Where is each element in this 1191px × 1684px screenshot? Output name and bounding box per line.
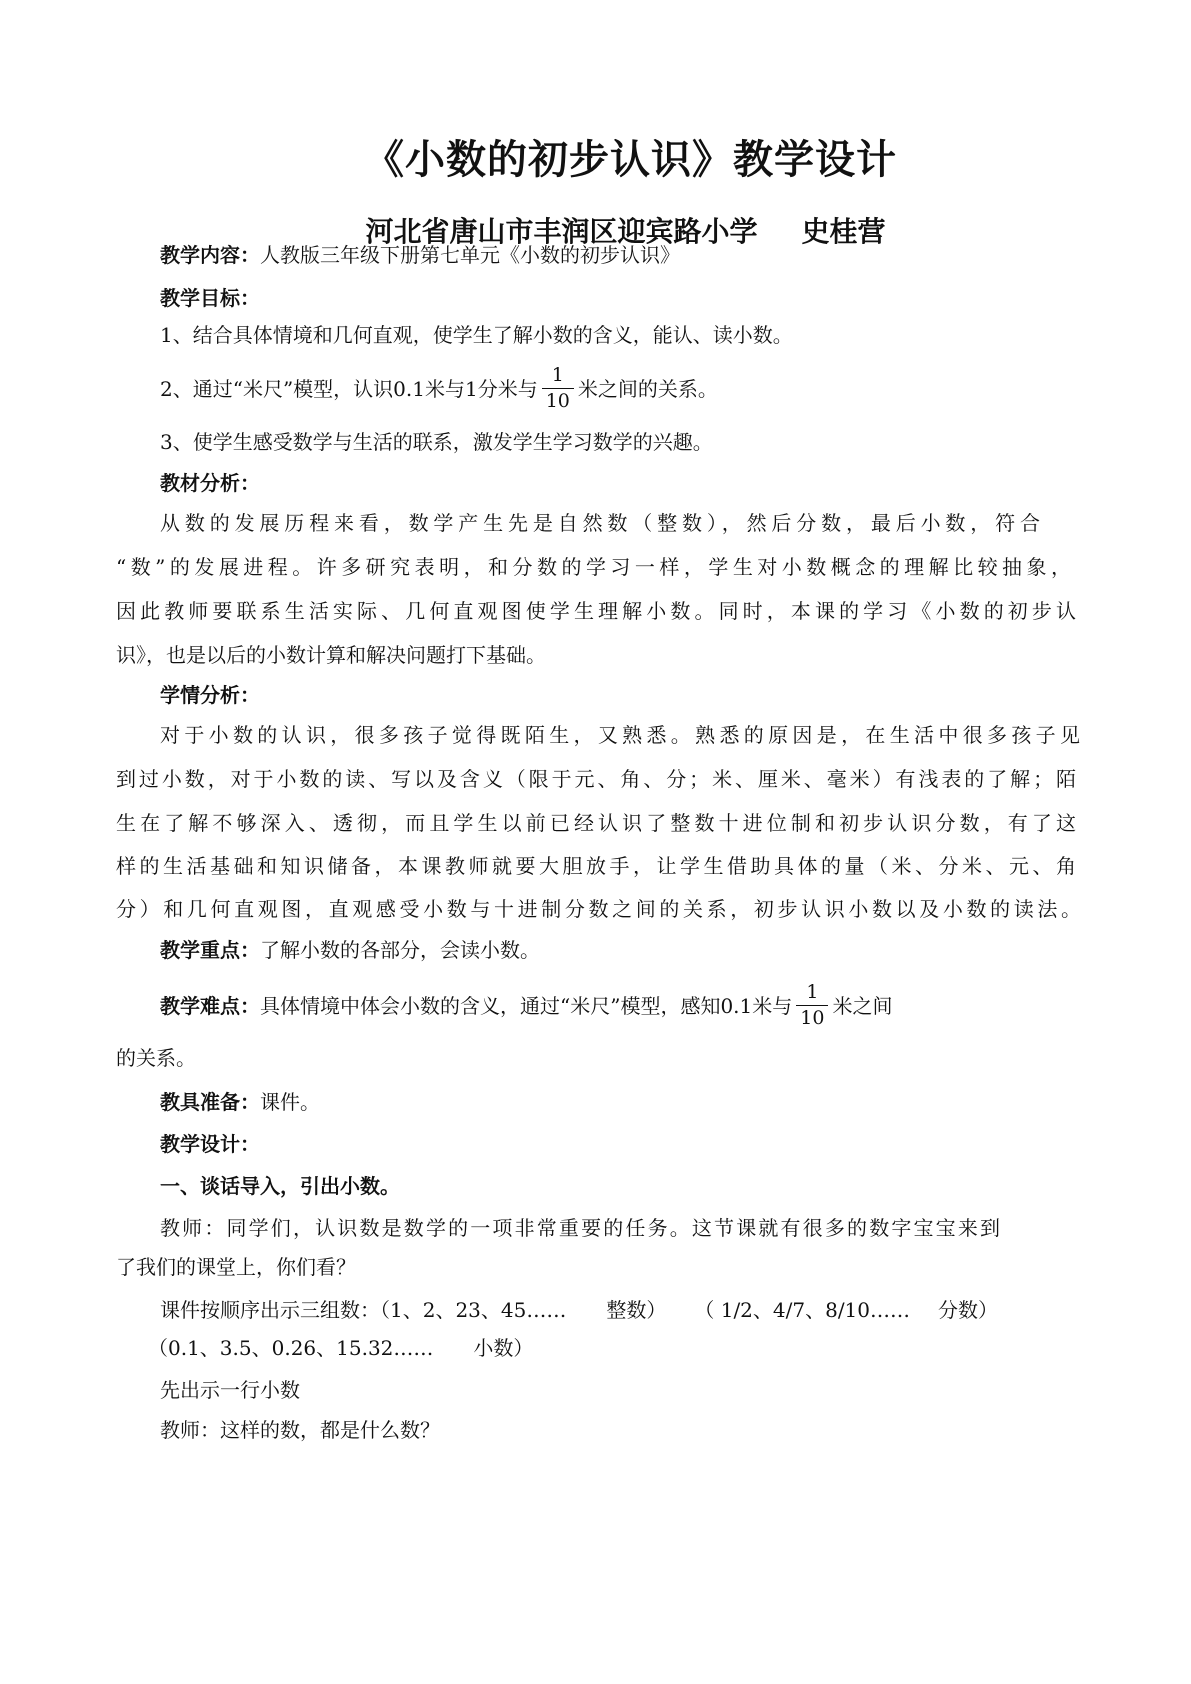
key-point-text: 了解小数的各部分，会读小数。	[260, 938, 540, 962]
material-line-1: 从数的发展历程来看，数学产生先是自然数（整数），然后分数，最后小数，符合	[160, 511, 1040, 535]
page-title: 《小数的初步认识》教学设计	[364, 137, 897, 183]
student-analysis-label: 学情分析：	[160, 683, 260, 707]
teaching-design-label: 教学设计：	[160, 1132, 260, 1156]
courseware-group-2: （ 1/2、4/7、8/10……	[694, 1298, 911, 1322]
show-decimals-line: 先出示一行小数	[160, 1378, 300, 1402]
teacher-line-2: 了我们的课堂上，你们看？	[116, 1255, 356, 1279]
student-line-5: 分）和几何直观图，直观感受小数与十进制分数之间的关系，初步认识小数以及小数的读法。	[116, 897, 1081, 921]
goal-2	[160, 364, 1080, 413]
tools	[160, 1087, 1080, 1117]
fraction-numerator: 1	[551, 364, 564, 386]
fraction-numerator: 1	[806, 981, 819, 1003]
goal-2-text-before: 2、通过“米尺”模型，认识0.1米与1分米与	[160, 377, 538, 401]
goal-2-text-after: 米之间的关系。	[577, 377, 718, 401]
teaching-content-label: 教学内容：	[160, 243, 260, 267]
fraction-one-tenth	[542, 366, 574, 411]
material-line-2: “数”的发展进程。许多研究表明，和分数的学习一样，学生对小数概念的理解比较抽象，	[116, 555, 1071, 579]
material-line-4: 识》，也是以后的小数计算和解决问题打下基础。	[116, 643, 546, 667]
courseware-group-2-type: 分数）	[938, 1298, 999, 1322]
fraction-denominator: 10	[796, 1005, 828, 1028]
courseware-intro: 课件按顺序出示三组数：	[160, 1298, 380, 1322]
teaching-goals-label: 教学目标：	[160, 286, 260, 310]
material-line-3: 因此教师要联系生活实际、几何直观图使学生理解小数。同时，本课的学习《小数的初步认	[116, 599, 1076, 623]
teaching-content-text: 人教版三年级下册第七单元《小数的初步认识》	[260, 243, 680, 267]
tools-label: 教具准备：	[160, 1090, 260, 1114]
tools-text: 课件。	[260, 1090, 320, 1114]
key-point	[160, 935, 1080, 965]
teaching-content	[160, 240, 1080, 270]
courseware-group-1: （1、2、23、45……	[380, 1298, 567, 1322]
fraction-one-tenth-2	[796, 983, 828, 1028]
courseware-group-3: （0.1、3.5、0.26、15.32……	[148, 1336, 434, 1360]
student-line-3: 生在了解不够深入、透彻，而且学生以前已经认识了整数十进位制和初步认识分数，有了这	[116, 811, 1076, 835]
goal-1: 1、结合具体情境和几何直观，使学生了解小数的含义，能认、读小数。	[160, 323, 793, 347]
teacher-line-1: 教师：同学们，认识数是数学的一项非常重要的任务。这节课就有很多的数字宝宝来到	[160, 1216, 1000, 1240]
courseware-line	[160, 1295, 1080, 1325]
courseware-group-3-type: 小数）	[473, 1336, 534, 1360]
author-name: 史桂营	[801, 215, 886, 248]
difficulty-line-2: 的关系。	[116, 1046, 196, 1070]
material-analysis-label: 教材分析：	[160, 471, 260, 495]
section-1-heading: 一、谈话导入，引出小数。	[160, 1174, 400, 1198]
student-line-2: 到过小数，对于小数的读、写以及含义（限于元、角、分；米、厘米、毫米）有浅表的了解；陌	[116, 767, 1076, 791]
student-line-1: 对于小数的认识，很多孩子觉得既陌生，又熟悉。熟悉的原因是，在生活中很多孩子见	[160, 723, 1080, 747]
difficulty-text-after: 米之间	[832, 994, 893, 1018]
difficulty-text-before: 具体情境中体会小数的含义，通过“米尺”模型，感知0.1米与	[260, 994, 793, 1018]
goal-3: 3、使学生感受数学与生活的联系，激发学生学习数学的兴趣。	[160, 430, 713, 454]
fraction-denominator: 10	[542, 388, 574, 411]
courseware-group-1-type: 整数）	[606, 1298, 667, 1322]
difficulty-label: 教学难点：	[160, 994, 260, 1018]
student-line-4: 样的生活基础和知识储备，本课教师就要大胆放手，让学生借助具体的量（米、分米、元、角	[116, 854, 1076, 878]
author-school: 河北省唐山市丰润区迎宾路小学	[365, 215, 758, 248]
key-point-label: 教学重点：	[160, 938, 260, 962]
teacher-question: 教师：这样的数，都是什么数？	[160, 1418, 440, 1442]
courseware-line-2	[148, 1333, 1108, 1363]
difficulty	[160, 981, 1080, 1030]
